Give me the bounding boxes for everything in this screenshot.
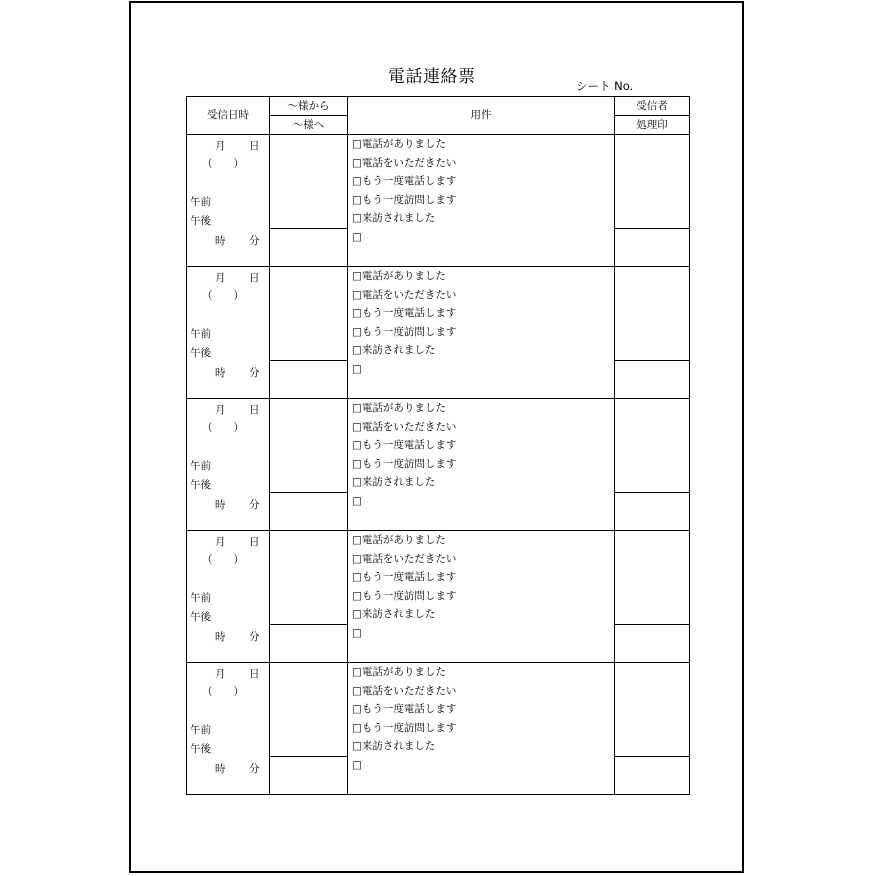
received-datetime-cell[interactable]: [187, 663, 270, 795]
subject-option[interactable]: □もう一度電話します: [352, 571, 457, 584]
to-recipient-cell[interactable]: [270, 229, 348, 267]
weekday-parentheses: （ ）: [202, 422, 244, 434]
day-label: 日: [249, 140, 260, 152]
weekday-parentheses: （ ）: [202, 290, 244, 302]
header-processed-stamp: 処理印: [615, 116, 690, 135]
minute-label: 分: [249, 631, 260, 643]
subject-options-cell[interactable]: [348, 663, 615, 795]
message-entry: [187, 399, 690, 493]
subject-options-cell[interactable]: [348, 399, 615, 531]
form-title: 電話連絡票: [388, 67, 476, 87]
subject-option[interactable]: □電話をいただきたい: [352, 156, 457, 169]
header-from-caller: ～様から: [270, 97, 348, 116]
to-recipient-cell[interactable]: [270, 493, 348, 531]
phone-message-table: [186, 96, 690, 795]
subject-option[interactable]: □もう一度訪問します: [352, 325, 457, 338]
subject-option[interactable]: □もう一度訪問します: [352, 589, 457, 602]
subject-option[interactable]: □来訪されました: [352, 344, 436, 357]
day-label: 日: [249, 668, 260, 680]
subject-option[interactable]: □来訪されました: [352, 476, 436, 489]
subject-option[interactable]: □電話がありました: [352, 402, 446, 414]
subject-options: [352, 135, 614, 247]
receiver-cell[interactable]: [615, 531, 690, 625]
subject-option[interactable]: □もう一度電話します: [352, 703, 457, 716]
to-recipient-cell[interactable]: [270, 361, 348, 399]
subject-options: [352, 267, 614, 379]
subject-option[interactable]: □電話をいただきたい: [352, 420, 457, 433]
subject-options-cell[interactable]: [348, 135, 615, 267]
receiver-cell[interactable]: [615, 267, 690, 361]
month-label: 月: [215, 272, 226, 284]
receiver-cell[interactable]: [615, 663, 690, 757]
hour-label: 時: [215, 763, 226, 775]
minute-label: 分: [249, 367, 260, 379]
minute-label: 分: [249, 235, 260, 247]
subject-option[interactable]: □もう一度電話します: [352, 175, 457, 188]
received-datetime-cell[interactable]: [187, 135, 270, 267]
subject-option[interactable]: □もう一度訪問します: [352, 193, 457, 206]
subject-options: [352, 531, 614, 643]
header-subject: 用件: [348, 97, 615, 135]
am-label: 午前: [190, 328, 211, 340]
to-recipient-cell[interactable]: [270, 757, 348, 795]
message-entry: [187, 267, 690, 361]
hour-label: 時: [215, 367, 226, 379]
hour-label: 時: [215, 235, 226, 247]
subject-option[interactable]: □電話がありました: [352, 666, 446, 678]
subject-options: [352, 399, 614, 511]
message-entry: [187, 663, 690, 757]
from-caller-cell[interactable]: [270, 663, 348, 757]
to-recipient-cell[interactable]: [270, 625, 348, 663]
month-label: 月: [215, 668, 226, 680]
pm-label: 午後: [190, 215, 211, 227]
subject-option[interactable]: □: [352, 494, 362, 507]
receiver-cell[interactable]: [615, 399, 690, 493]
header-received-datetime: 受信日時: [187, 97, 270, 135]
subject-option[interactable]: □: [352, 758, 362, 771]
day-label: 日: [249, 536, 260, 548]
month-label: 月: [215, 140, 226, 152]
am-label: 午前: [190, 724, 211, 736]
received-datetime-cell[interactable]: [187, 531, 270, 663]
am-label: 午前: [190, 592, 211, 604]
subject-option[interactable]: □電話をいただきたい: [352, 288, 457, 301]
message-entry: [187, 135, 690, 229]
subject-option[interactable]: □: [352, 230, 362, 243]
received-datetime-cell[interactable]: [187, 399, 270, 531]
subject-option[interactable]: □もう一度電話します: [352, 439, 457, 452]
subject-option[interactable]: □来訪されました: [352, 212, 436, 225]
processed-stamp-cell[interactable]: [615, 757, 690, 795]
subject-option[interactable]: □もう一度訪問します: [352, 721, 457, 734]
subject-option[interactable]: □来訪されました: [352, 608, 436, 621]
header-to-recipient: ～様へ: [270, 116, 348, 135]
subject-option[interactable]: □電話をいただきたい: [352, 684, 457, 697]
subject-option[interactable]: □来訪されました: [352, 740, 436, 753]
weekday-parentheses: （ ）: [202, 158, 244, 170]
message-entries: [187, 135, 690, 795]
received-datetime-cell[interactable]: [187, 267, 270, 399]
subject-option[interactable]: □もう一度訪問します: [352, 457, 457, 470]
am-label: 午前: [190, 460, 211, 472]
processed-stamp-cell[interactable]: [615, 493, 690, 531]
minute-label: 分: [249, 763, 260, 775]
subject-options-cell[interactable]: [348, 531, 615, 663]
weekday-parentheses: （ ）: [202, 554, 244, 566]
subject-option[interactable]: □: [352, 362, 362, 375]
hour-label: 時: [215, 499, 226, 511]
processed-stamp-cell[interactable]: [615, 229, 690, 267]
from-caller-cell[interactable]: [270, 135, 348, 229]
minute-label: 分: [249, 499, 260, 511]
subject-option[interactable]: □電話がありました: [352, 270, 446, 282]
sheet-number-label: シート No.: [576, 79, 634, 93]
message-entry: [187, 531, 690, 625]
header-receiver: 受信者: [615, 97, 690, 116]
month-label: 月: [215, 536, 226, 548]
pm-label: 午後: [190, 479, 211, 491]
pm-label: 午後: [190, 743, 211, 755]
processed-stamp-cell[interactable]: [615, 361, 690, 399]
subject-option[interactable]: □電話がありました: [352, 138, 446, 150]
pm-label: 午後: [190, 611, 211, 623]
from-caller-cell[interactable]: [270, 531, 348, 625]
pm-label: 午後: [190, 347, 211, 359]
subject-options: [352, 663, 614, 775]
receiver-cell[interactable]: [615, 135, 690, 229]
subject-options-cell[interactable]: [348, 267, 615, 399]
subject-option[interactable]: □電話がありました: [352, 534, 446, 546]
day-label: 日: [249, 272, 260, 284]
from-caller-cell[interactable]: [270, 399, 348, 493]
hour-label: 時: [215, 631, 226, 643]
subject-option[interactable]: □電話をいただきたい: [352, 552, 457, 565]
month-label: 月: [215, 404, 226, 416]
am-label: 午前: [190, 196, 211, 208]
subject-option[interactable]: □もう一度電話します: [352, 307, 457, 320]
subject-option[interactable]: □: [352, 626, 362, 639]
day-label: 日: [249, 404, 260, 416]
weekday-parentheses: （ ）: [202, 686, 244, 698]
processed-stamp-cell[interactable]: [615, 625, 690, 663]
from-caller-cell[interactable]: [270, 267, 348, 361]
